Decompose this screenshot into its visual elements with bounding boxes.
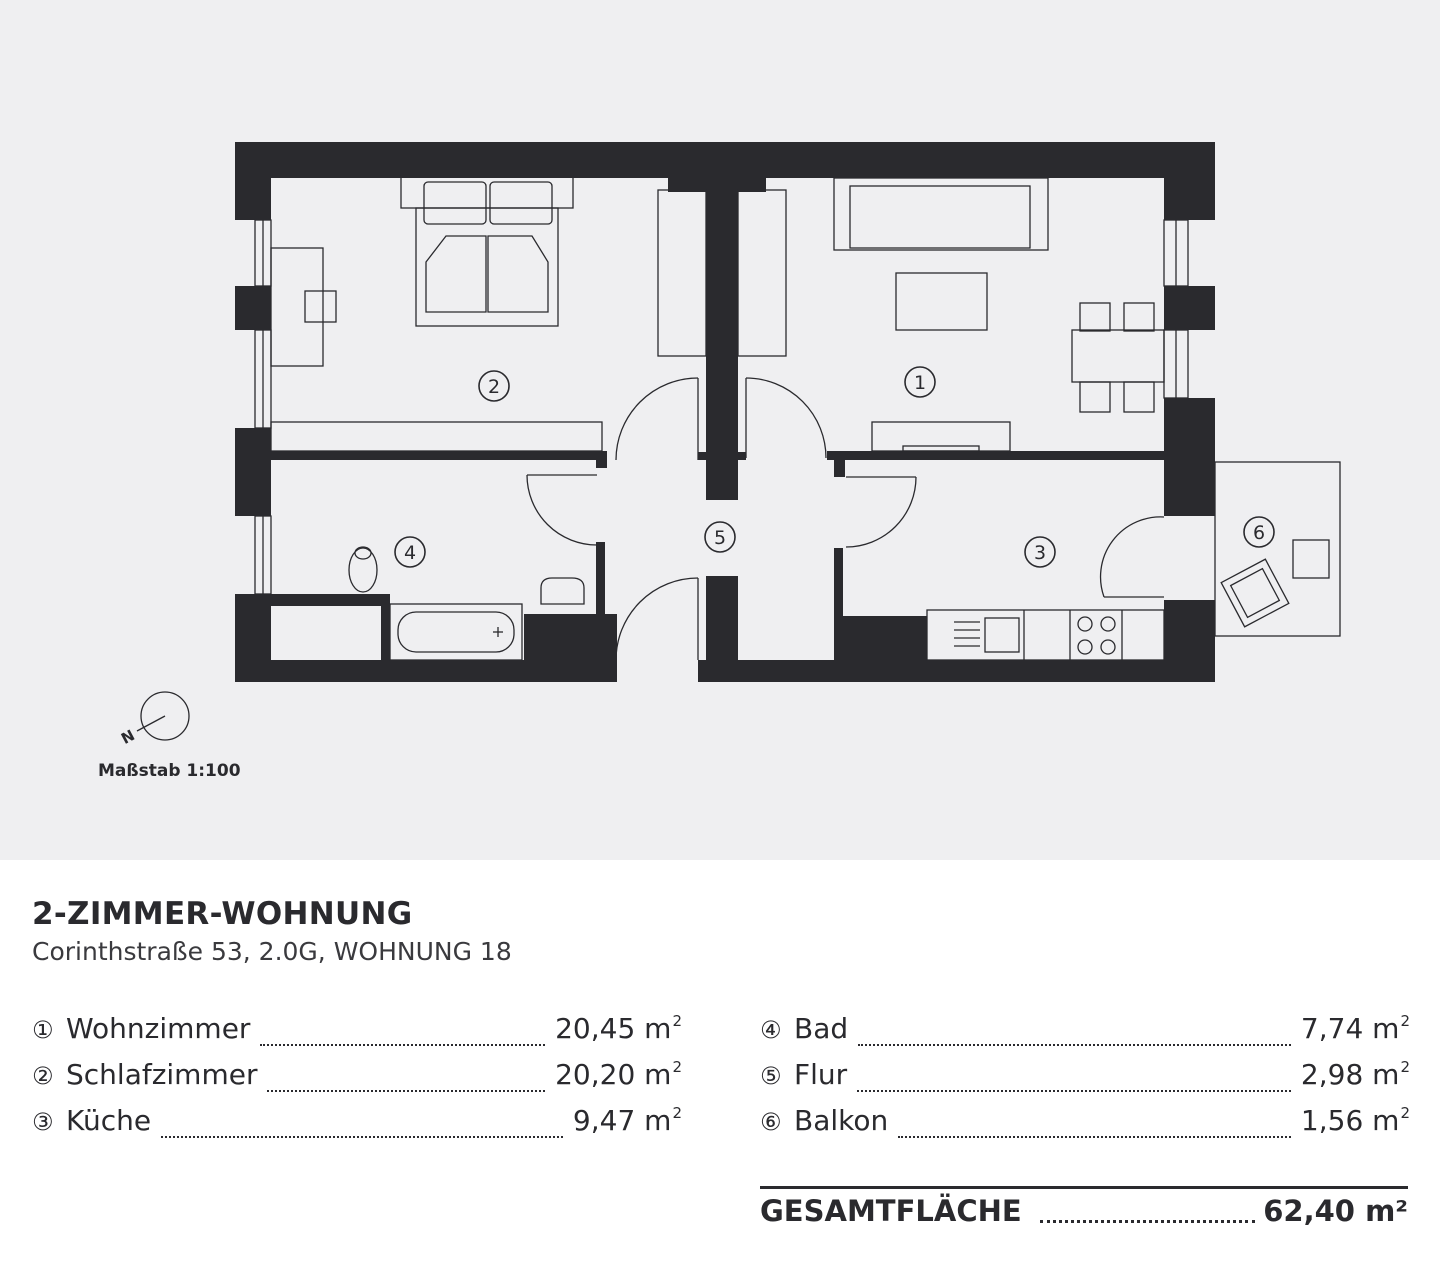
- area-row: [32, 1104, 682, 1150]
- kitchen-counter: [927, 610, 1164, 660]
- svg-text:2: 2: [487, 376, 501, 398]
- apartment-info: [0, 860, 1440, 1280]
- balcony-table: [1293, 540, 1329, 578]
- area-marker: ②: [32, 1062, 54, 1090]
- balcony-chair: [1221, 559, 1289, 627]
- area-value: 20,45 $m^2$: [555, 1012, 682, 1045]
- area-row: [760, 1012, 1410, 1058]
- sofa: [834, 178, 1048, 250]
- svg-text:5: 5: [713, 527, 727, 549]
- area-name: Balkon: [794, 1104, 889, 1137]
- leader-dots: [857, 1090, 1291, 1092]
- leader-dots: [858, 1044, 1291, 1046]
- room-number-4: [395, 537, 425, 567]
- room-number-5: [705, 522, 735, 552]
- area-row: [760, 1058, 1410, 1104]
- area-value: 7,74 $m^2$: [1300, 1012, 1410, 1045]
- toilet: [349, 547, 377, 592]
- area-marker: ③: [32, 1108, 54, 1136]
- leader-dots: [1040, 1220, 1256, 1223]
- room-number-2: [479, 371, 509, 401]
- total-area-row: [760, 1194, 1408, 1228]
- area-name: Wohnzimmer: [66, 1012, 251, 1045]
- dining-table: [1072, 303, 1164, 412]
- area-list-left: [32, 1012, 682, 1150]
- area-name: Bad: [794, 1012, 849, 1045]
- area-list-right: [760, 1012, 1410, 1150]
- tv-board: [872, 422, 1010, 451]
- area-value: 1,56 $m^2$: [1300, 1104, 1410, 1137]
- bedroom-shelf: [271, 422, 602, 451]
- area-name: Schlafzimmer: [66, 1058, 258, 1091]
- sink: [541, 578, 584, 604]
- walls: [235, 142, 1215, 682]
- leader-dots: [161, 1136, 563, 1138]
- area-name: Flur: [794, 1058, 848, 1091]
- total-label: GESAMTFLÄCHE: [760, 1194, 1022, 1228]
- area-marker: ④: [760, 1016, 782, 1044]
- apartment-title: 2-ZIMMER-WOHNUNG: [32, 896, 413, 932]
- area-marker: ⑤: [760, 1062, 782, 1090]
- room-number-6: [1244, 517, 1274, 547]
- area-value: 2,98 $m^2$: [1300, 1058, 1410, 1091]
- north-arrow-icon: [118, 692, 189, 748]
- area-row: [32, 1058, 682, 1104]
- area-name: Küche: [66, 1104, 152, 1137]
- area-value: 20,20 $m^2$: [555, 1058, 682, 1091]
- total-value: 62,40 m²: [1263, 1194, 1408, 1228]
- room-number-1: [905, 367, 935, 397]
- desk: [271, 248, 336, 366]
- area-row: [32, 1012, 682, 1058]
- sofa-seat: [850, 186, 1030, 248]
- apartment-address: Corinthstraße 53, 2.0G, WOHNUNG 18: [32, 937, 512, 966]
- svg-text:1: 1: [913, 372, 927, 394]
- svg-text:4: 4: [403, 542, 417, 564]
- leader-dots: [260, 1044, 545, 1046]
- leader-dots: [267, 1090, 545, 1092]
- svg-text:N: N: [118, 726, 138, 748]
- leader-dots: [898, 1136, 1291, 1138]
- scale-label: Maßstab 1:100: [98, 761, 241, 781]
- area-marker: ①: [32, 1016, 54, 1044]
- svg-text:6: 6: [1252, 522, 1266, 544]
- area-row: [760, 1104, 1410, 1150]
- bathtub: [390, 604, 522, 660]
- total-divider: [760, 1186, 1408, 1189]
- room-number-3: [1025, 537, 1055, 567]
- coffee-table: [896, 273, 987, 330]
- bed: [401, 176, 573, 326]
- area-marker: ⑥: [760, 1108, 782, 1136]
- area-value: 9,47 $m^2$: [572, 1104, 682, 1137]
- svg-text:3: 3: [1033, 542, 1047, 564]
